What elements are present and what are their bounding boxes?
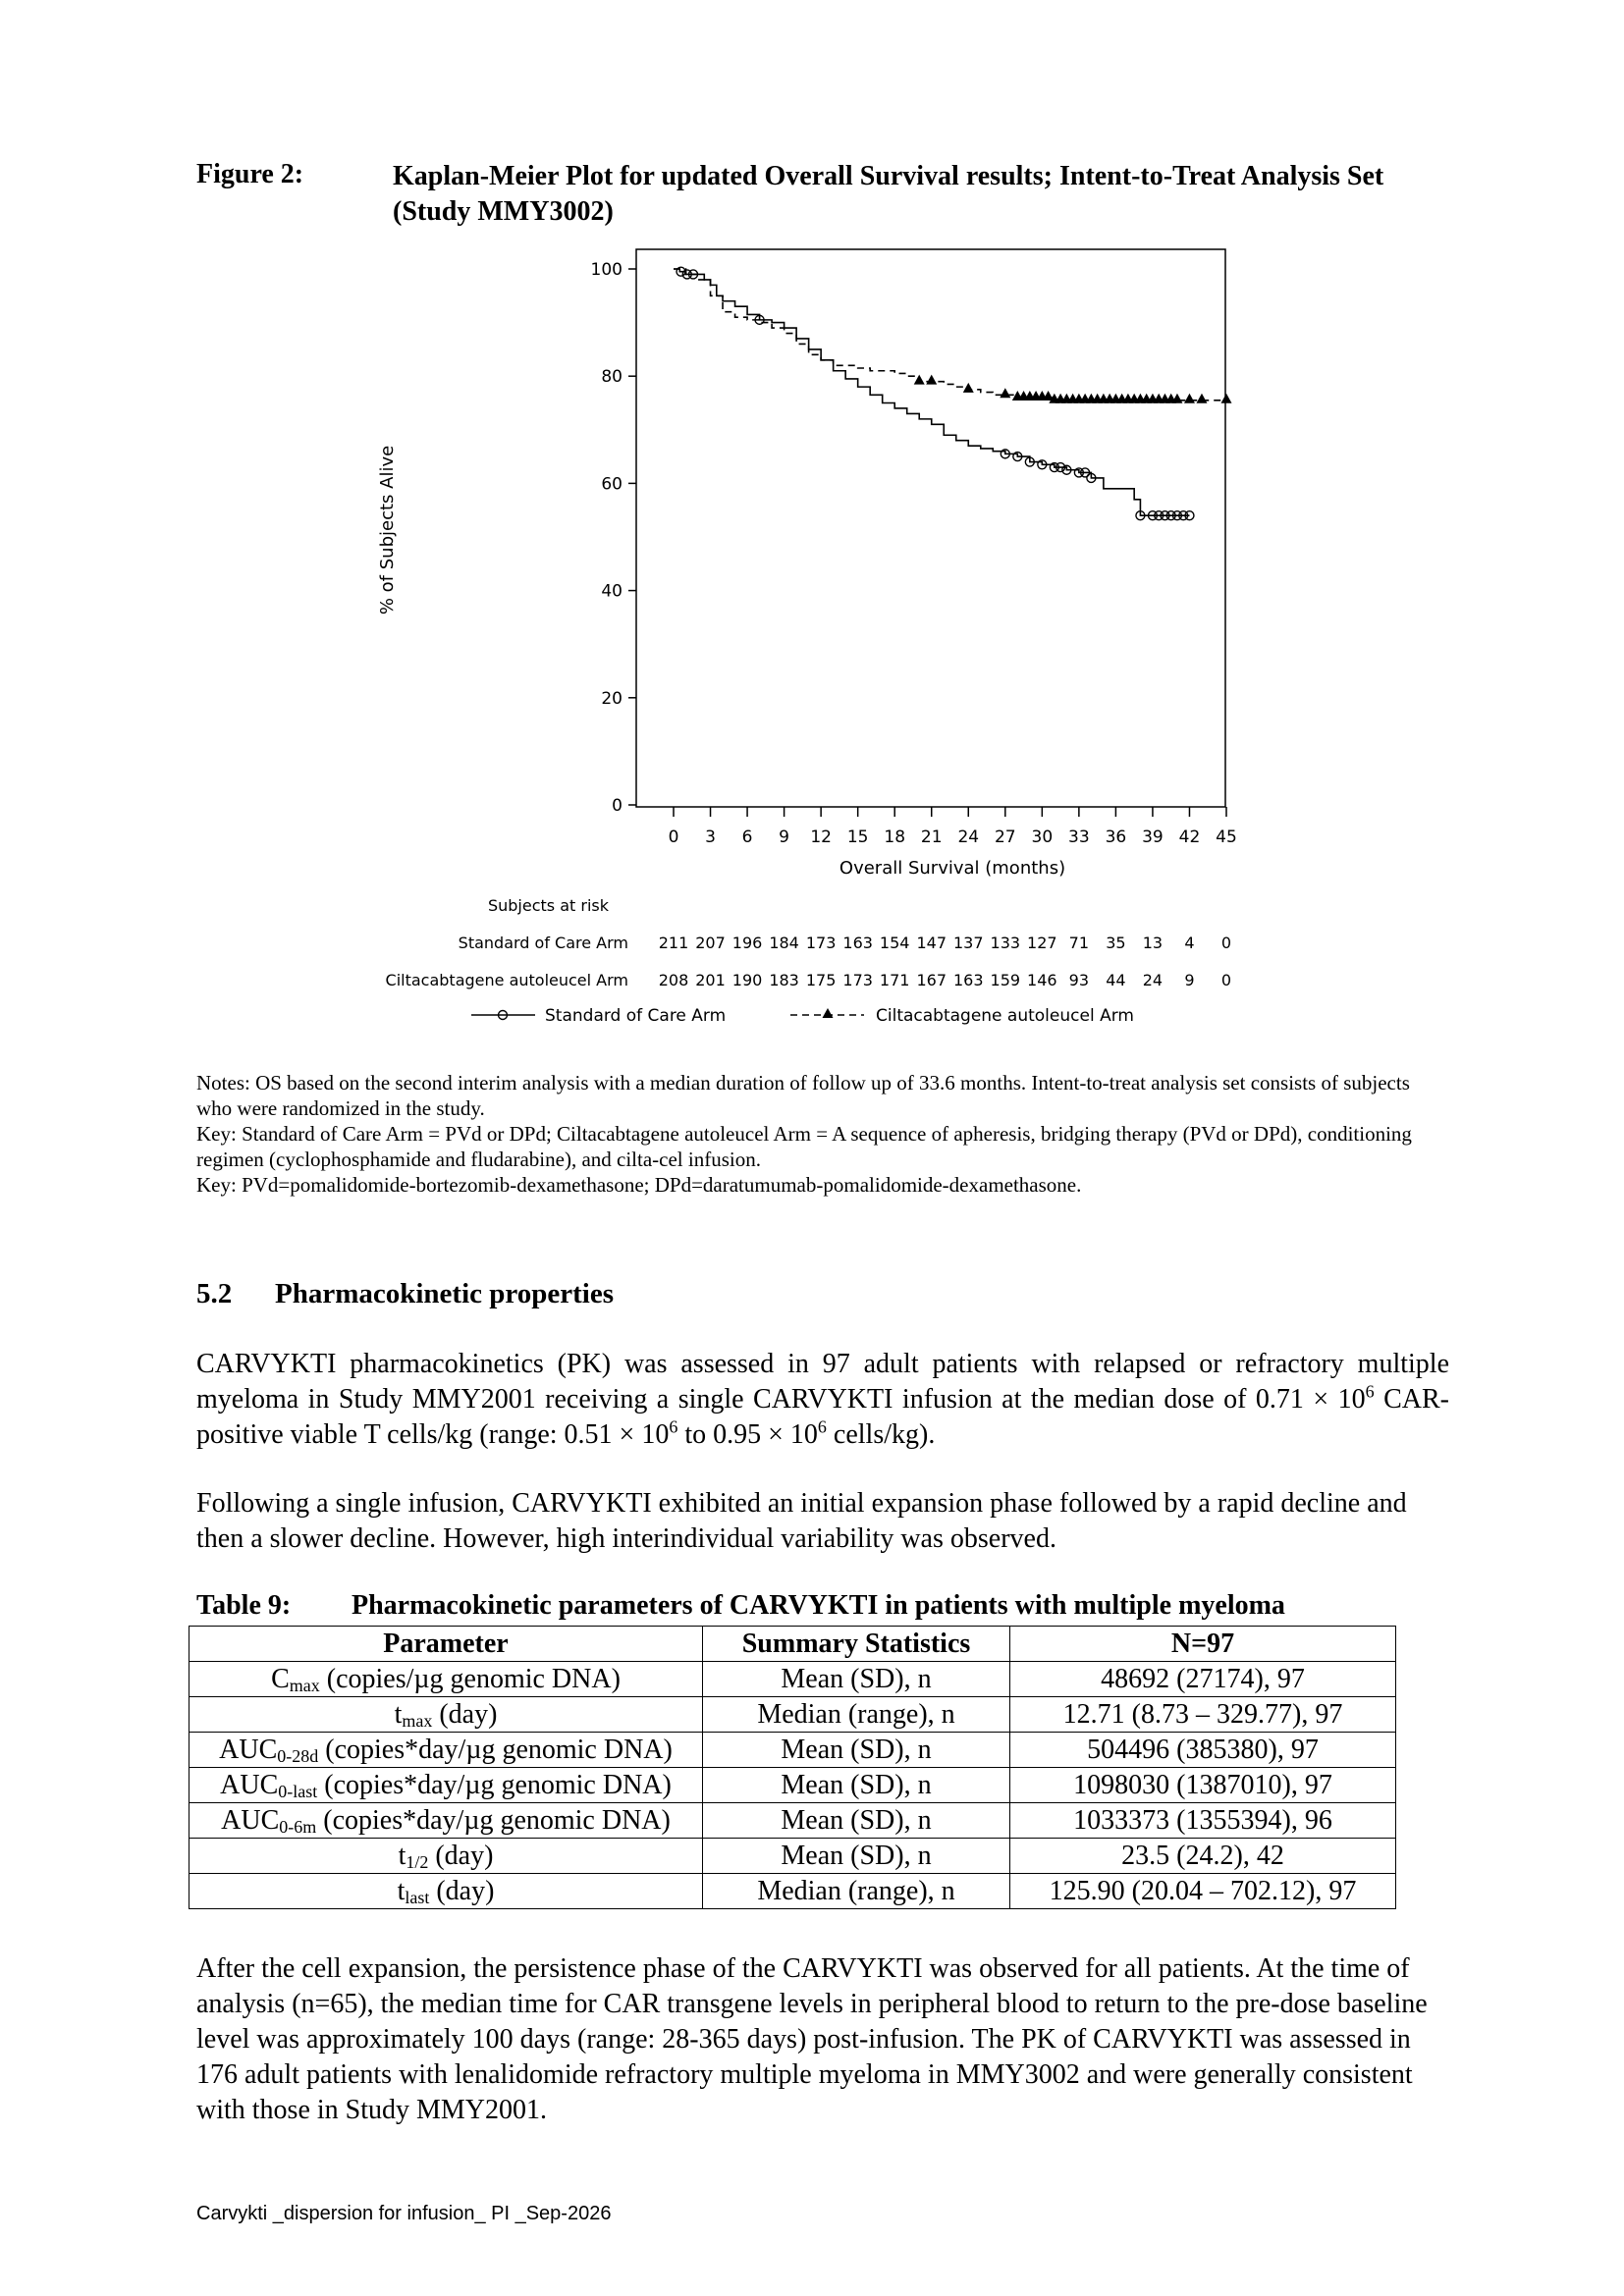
risk-table-value: 173	[842, 971, 873, 989]
notes-line-3: Key: PVd=pomalidomide-bortezomib-dexamethasone; DPd=daratumumab-pomalidomide-dexamethasone.	[196, 1173, 1082, 1197]
table-header-row	[189, 1627, 1396, 1662]
value-cell: 1098030 (1387010), 97	[1010, 1768, 1396, 1803]
table-row	[189, 1662, 1396, 1697]
y-axis-title: % of Subjects Alive	[377, 445, 398, 615]
risk-table-value: 71	[1068, 934, 1090, 952]
value-cell: 504496 (385380), 97	[1010, 1733, 1396, 1768]
paragraph-1-text-a: CARVYKTI pharmacokinetics (PK) was assessed in 97 adult patients with relapsed or refractory multiple myeloma in Study MMY2001 receiving a single CARVYKTI infusion at the median dose of 0.71 × 10	[196, 1349, 1449, 1415]
paragraph-persistence	[196, 1951, 1449, 2128]
risk-table-value: 0	[1220, 934, 1232, 952]
risk-table-value: 208	[658, 971, 689, 989]
value-cell: 12.71 (8.73 – 329.77), 97	[1010, 1697, 1396, 1733]
parameter-cell	[189, 1662, 703, 1697]
risk-table-value: 201	[695, 971, 726, 989]
notes-line-1: Notes: OS based on the second interim analysis with a median duration of follow up of 33.6 months. Intent-to-treat analysis set consists of subjects who were randomized in the study.	[196, 1071, 1410, 1120]
risk-table-row-label: Ciltacabtagene autoleucel Arm	[385, 971, 628, 989]
plot-frame	[636, 249, 1225, 807]
parameter-base: t	[394, 1699, 403, 1730]
table-caption	[196, 1590, 1285, 1622]
parameter-subscript: 0-last	[278, 1782, 318, 1801]
risk-table-title: Subjects at risk	[487, 896, 609, 915]
parameter-unit: (copies*day/µg genomic DNA)	[317, 1770, 672, 1800]
value-cell: 125.90 (20.04 – 702.12), 97	[1010, 1874, 1396, 1909]
x-tick-label: 18	[884, 828, 906, 847]
paragraph-pk-assessment	[196, 1347, 1449, 1453]
kaplan-meier-chart	[334, 236, 1276, 1050]
y-tick-label: 0	[612, 796, 623, 816]
x-tick-label: 15	[846, 828, 869, 847]
superscript: 6	[669, 1416, 678, 1437]
parameter-subscript: max	[289, 1676, 320, 1695]
risk-table-value: 167	[916, 971, 947, 989]
paragraph-1-text-c: to 0.95 × 10	[677, 1419, 818, 1450]
risk-table-value: 171	[879, 971, 910, 989]
parameter-cell	[189, 1874, 703, 1909]
section-number: 5.2	[196, 1278, 233, 1309]
risk-table-value: 147	[916, 934, 947, 952]
risk-table-value: 184	[769, 934, 799, 952]
x-tick-label: 0	[668, 828, 679, 847]
legend-label-standard: Standard of Care Arm	[545, 1006, 727, 1026]
parameter-subscript: 1/2	[406, 1852, 429, 1872]
series-line-cilta-cel	[674, 269, 1226, 400]
superscript: 6	[1365, 1381, 1375, 1402]
risk-table-value: 35	[1106, 934, 1126, 952]
parameter-cell	[189, 1768, 703, 1803]
paragraph-1-text-b: CAR-positive viable T cells/kg (range: 0.51 × 10	[196, 1384, 1449, 1450]
column-header-summary: Summary Statistics	[703, 1627, 1010, 1662]
statistic-cell: Mean (SD), n	[703, 1839, 1010, 1874]
risk-table-value: 163	[952, 971, 984, 989]
x-tick-label: 6	[741, 828, 753, 847]
paragraph-expansion	[196, 1486, 1449, 1557]
parameter-cell	[189, 1803, 703, 1839]
censor-marker-triangle	[1000, 388, 1010, 398]
risk-table-value: 190	[731, 971, 763, 989]
x-tick-label: 33	[1068, 828, 1090, 847]
x-axis-title: Overall Survival (months)	[839, 858, 1066, 879]
parameter-subscript: 0-6m	[279, 1817, 317, 1837]
censor-marker-triangle	[1184, 394, 1195, 403]
figure-title: Kaplan-Meier Plot for updated Overall Survival results; Intent-to-Treat Analysis Set (Study MMY3002)	[393, 161, 1384, 227]
section-heading	[196, 1278, 614, 1310]
y-tick-label: 60	[601, 474, 623, 495]
column-header-n: N=97	[1010, 1627, 1396, 1662]
risk-table-value: 175	[805, 971, 837, 989]
risk-table-value: 4	[1184, 934, 1195, 952]
parameter-unit: (day)	[429, 1876, 495, 1906]
parameter-base: AUC	[220, 1770, 279, 1800]
parameter-base: AUC	[219, 1735, 278, 1765]
risk-table-value: 44	[1106, 971, 1126, 989]
parameter-unit: (day)	[428, 1841, 494, 1871]
risk-table-value: 163	[842, 934, 873, 952]
parameter-subscript: 0-28d	[277, 1746, 319, 1766]
x-tick-label: 21	[920, 828, 943, 847]
risk-table-value: 196	[731, 934, 763, 952]
paragraph-3-text: After the cell expansion, the persistence phase of the CARVYKTI was observed for all patients. At the time of analysis (n=65), the median time for CAR transgene levels in peripheral blood to return to the pre-dose baseline level was approximately 100 days (range: 28-365 days) post-infusion. The PK of CARVYKTI was assessed in 176 adult patients with lenalidomide refractory multiple myeloma in MMY3002 and were generally consistent with those in Study MMY2001.	[196, 1953, 1428, 2125]
parameter-base: t	[397, 1876, 406, 1906]
figure-notes	[196, 1070, 1443, 1198]
parameter-cell	[189, 1697, 703, 1733]
parameter-subscript: max	[402, 1711, 433, 1731]
x-tick-label: 30	[1031, 828, 1054, 847]
parameter-cell	[189, 1839, 703, 1874]
censor-marker-triangle	[963, 383, 974, 393]
statistic-cell: Median (range), n	[703, 1697, 1010, 1733]
statistic-cell: Mean (SD), n	[703, 1662, 1010, 1697]
x-tick-label: 45	[1216, 828, 1237, 847]
table-label: Table 9:	[196, 1590, 292, 1621]
parameter-base: AUC	[221, 1805, 280, 1836]
legend-marker-triangle	[823, 1008, 834, 1018]
risk-table-value: 127	[1027, 934, 1057, 952]
value-cell: 48692 (27174), 97	[1010, 1662, 1396, 1697]
column-header-parameter: Parameter	[189, 1627, 703, 1662]
section-title: Pharmacokinetic properties	[275, 1278, 614, 1309]
parameter-subscript: last	[405, 1888, 430, 1907]
paragraph-2-text: Following a single infusion, CARVYKTI exhibited an initial expansion phase followed by a rapid decline and then a slower decline. However, high interindividual variability was observed.	[196, 1488, 1407, 1554]
x-tick-label: 12	[810, 828, 832, 847]
x-tick-label: 27	[994, 828, 1016, 847]
parameter-unit: (copies/µg genomic DNA)	[319, 1664, 621, 1694]
parameter-unit: (day)	[432, 1699, 498, 1730]
page-footer: Carvykti _dispersion for infusion_ PI _Sep-2026	[196, 2203, 612, 2224]
risk-table-value: 133	[990, 934, 1021, 952]
censor-marker-triangle	[1196, 394, 1207, 403]
value-cell: 23.5 (24.2), 42	[1010, 1839, 1396, 1874]
parameter-base: t	[398, 1841, 406, 1871]
risk-table-value: 154	[879, 934, 910, 952]
paragraph-1-text-d: cells/kg).	[826, 1419, 936, 1450]
y-tick-label: 40	[601, 581, 623, 602]
risk-table-value: 24	[1142, 971, 1164, 989]
legend-label-cilta: Ciltacabtagene autoleucel Arm	[876, 1006, 1134, 1026]
statistic-cell: Median (range), n	[703, 1874, 1010, 1909]
x-tick-label: 24	[957, 828, 980, 847]
table-row	[189, 1733, 1396, 1768]
table-row	[189, 1768, 1396, 1803]
parameter-base: C	[271, 1664, 290, 1694]
figure-label: Figure 2:	[196, 159, 304, 189]
risk-table-value: 146	[1027, 971, 1057, 989]
table-row	[189, 1874, 1396, 1909]
statistic-cell: Mean (SD), n	[703, 1768, 1010, 1803]
table-row	[189, 1839, 1396, 1874]
risk-table-value: 13	[1142, 934, 1164, 952]
statistic-cell: Mean (SD), n	[703, 1803, 1010, 1839]
risk-table-row-label: Standard of Care Arm	[458, 934, 628, 952]
parameter-unit: (copies*day/µg genomic DNA)	[318, 1735, 673, 1765]
series-line-standard-of-care	[674, 269, 1189, 515]
parameter-unit: (copies*day/µg genomic DNA)	[316, 1805, 671, 1836]
risk-table-value: 207	[695, 934, 726, 952]
y-tick-label: 20	[601, 688, 623, 709]
value-cell: 1033373 (1355394), 96	[1010, 1803, 1396, 1839]
x-tick-label: 36	[1105, 828, 1127, 847]
risk-table-value: 137	[952, 934, 984, 952]
risk-table-value: 93	[1068, 971, 1090, 989]
x-tick-label: 3	[705, 828, 716, 847]
censor-marker-triangle	[1221, 394, 1232, 403]
risk-table-value: 0	[1220, 971, 1232, 989]
risk-table-value: 183	[769, 971, 799, 989]
x-tick-label: 39	[1142, 828, 1164, 847]
censor-marker-triangle	[914, 375, 925, 385]
notes-line-2: Key: Standard of Care Arm = PVd or DPd; Ciltacabtagene autoleucel Arm = A sequence of apheresis, bridging therapy (PVd or DPd), conditioning regimen (cyclophosphamide and fludarabine), and cilta-cel infusion.	[196, 1122, 1412, 1171]
table-row	[189, 1803, 1396, 1839]
risk-table-value: 211	[658, 934, 689, 952]
parameter-cell	[189, 1733, 703, 1768]
risk-table-value: 173	[805, 934, 837, 952]
y-tick-label: 100	[590, 260, 623, 280]
pk-parameters-table	[189, 1626, 1396, 1909]
statistic-cell: Mean (SD), n	[703, 1733, 1010, 1768]
y-tick-label: 80	[601, 367, 623, 388]
table-row	[189, 1697, 1396, 1733]
risk-table-value: 159	[990, 971, 1021, 989]
x-tick-label: 42	[1178, 828, 1201, 847]
table-title: Pharmacokinetic parameters of CARVYKTI in patients with multiple myeloma	[352, 1590, 1285, 1621]
x-tick-label: 9	[779, 828, 790, 847]
risk-table-value: 9	[1184, 971, 1195, 989]
censor-marker-triangle	[926, 375, 937, 385]
superscript: 6	[817, 1416, 827, 1437]
